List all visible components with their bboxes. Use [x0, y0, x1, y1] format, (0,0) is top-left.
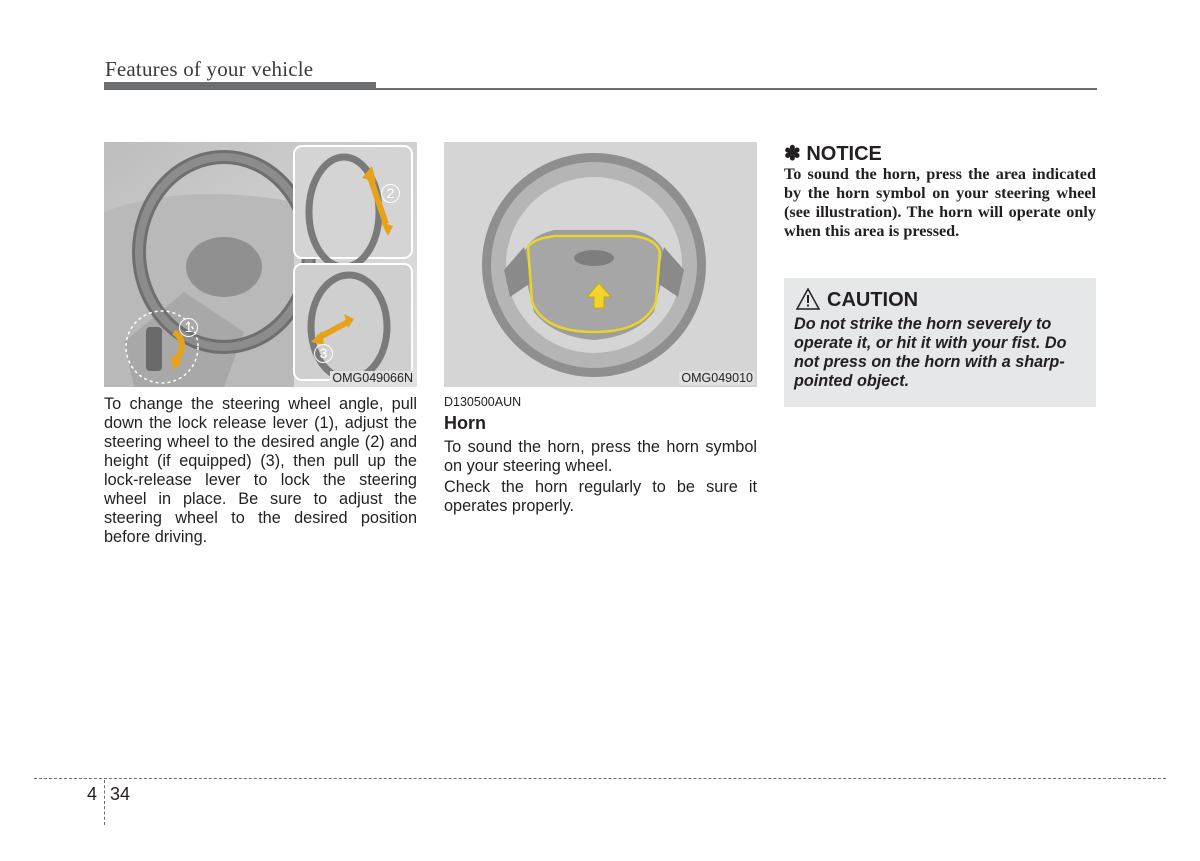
- callout-1: 1: [179, 318, 198, 337]
- callout-2: 2: [381, 184, 400, 203]
- horn-paragraph-1: To sound the horn, press the horn symbol on your steering wheel.: [444, 438, 757, 475]
- horn-paragraph-2: Check the horn regularly to be sure it operates properly.: [444, 478, 757, 515]
- section-heading: Horn: [444, 413, 486, 433]
- page-number: 34: [110, 784, 131, 804]
- footer-rule: [34, 778, 1166, 779]
- steering-adjust-paragraph: To change the steering wheel angle, pull down the lock release lever (1), adjust the steering wheel to the desired angle (2) and height (if equipped) (3), then pull up the lock-release lever to lock the steering wheel in place. Be sure to adjust the steering wheel to the desired position before driving.: [104, 395, 417, 546]
- notice-title: ✽ NOTICE: [784, 143, 882, 165]
- horn-figure: [444, 142, 757, 387]
- chapter-number: 4: [87, 784, 98, 804]
- figure-code: OMG049010: [681, 371, 753, 385]
- header-rule-thick: [104, 82, 376, 90]
- steering-adjust-figure: [104, 142, 417, 387]
- caution-title: CAUTION: [827, 289, 919, 311]
- page-header-title: Features of your vehicle: [105, 57, 314, 81]
- steering-wheel-illustration: [444, 142, 757, 387]
- header-rule-thin: [376, 88, 1097, 90]
- caution-text: Do not strike the horn severely to operate it, or hit it with your fist. Do not press on the horn with a sharp-pointed object.: [794, 315, 1067, 390]
- caution-box: [784, 278, 1096, 407]
- figure-code: OMG049066N: [332, 371, 413, 385]
- section-code: D130500AUN: [444, 395, 522, 409]
- warning-triangle-icon: [796, 288, 820, 310]
- steering-adjust-illustration: [104, 142, 417, 387]
- callout-3: 3: [314, 344, 333, 363]
- footer-divider: [104, 780, 105, 825]
- notice-text: To sound the horn, press the area indicated by the horn symbol on your steering wheel (see illustration). The horn will operate only when this area is pressed.: [784, 165, 1096, 240]
